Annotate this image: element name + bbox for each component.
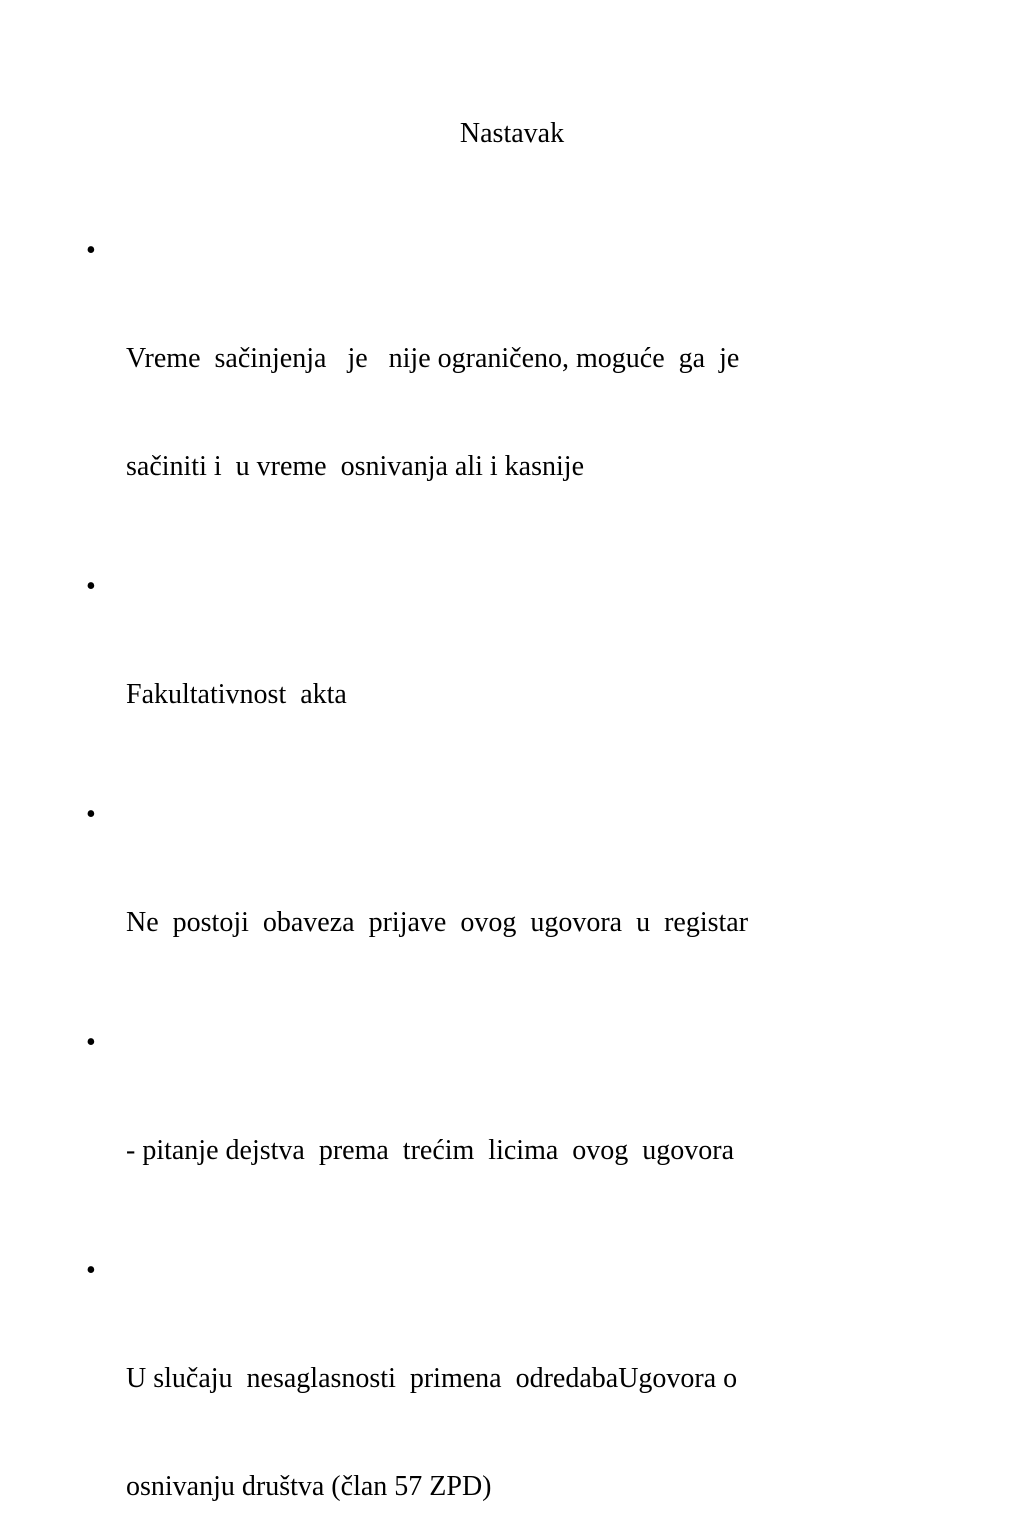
bullet-icon: • (86, 571, 96, 602)
bullet-text-line: Fakultativnost akta (126, 679, 347, 710)
bullet-item-4 (86, 1025, 906, 1241)
bullet-text-line: Ne postoji obaveza prijave ovog ugovora u registar (126, 907, 749, 938)
bullet-text-line: - pitanje dejstva prema trećim licima ovog ugovora (126, 1135, 735, 1166)
slide-title: Nastavak (459, 118, 565, 149)
bullet-icon: • (86, 799, 96, 830)
bullet-text-line: Vreme sačinjenja je nije ograničeno, moguće ga je (126, 343, 740, 374)
bullet-icon: • (86, 1255, 96, 1286)
bullet-list (86, 233, 906, 1536)
bullet-text-line: U slučaju nesaglasnosti primena odredabaUgovora o (126, 1363, 738, 1394)
bullet-item-5 (86, 1253, 906, 1536)
bullet-icon: • (86, 1027, 96, 1058)
bullet-text-line: sačiniti i u vreme osnivanja ali i kasnije (126, 451, 584, 482)
bullet-icon: • (86, 235, 96, 266)
bullet-item-2 (86, 569, 906, 785)
bullet-item-1 (86, 233, 906, 557)
bullet-text-line: osnivanju društva (član 57 ZPD) (126, 1471, 492, 1502)
bullet-item-3 (86, 797, 906, 1013)
